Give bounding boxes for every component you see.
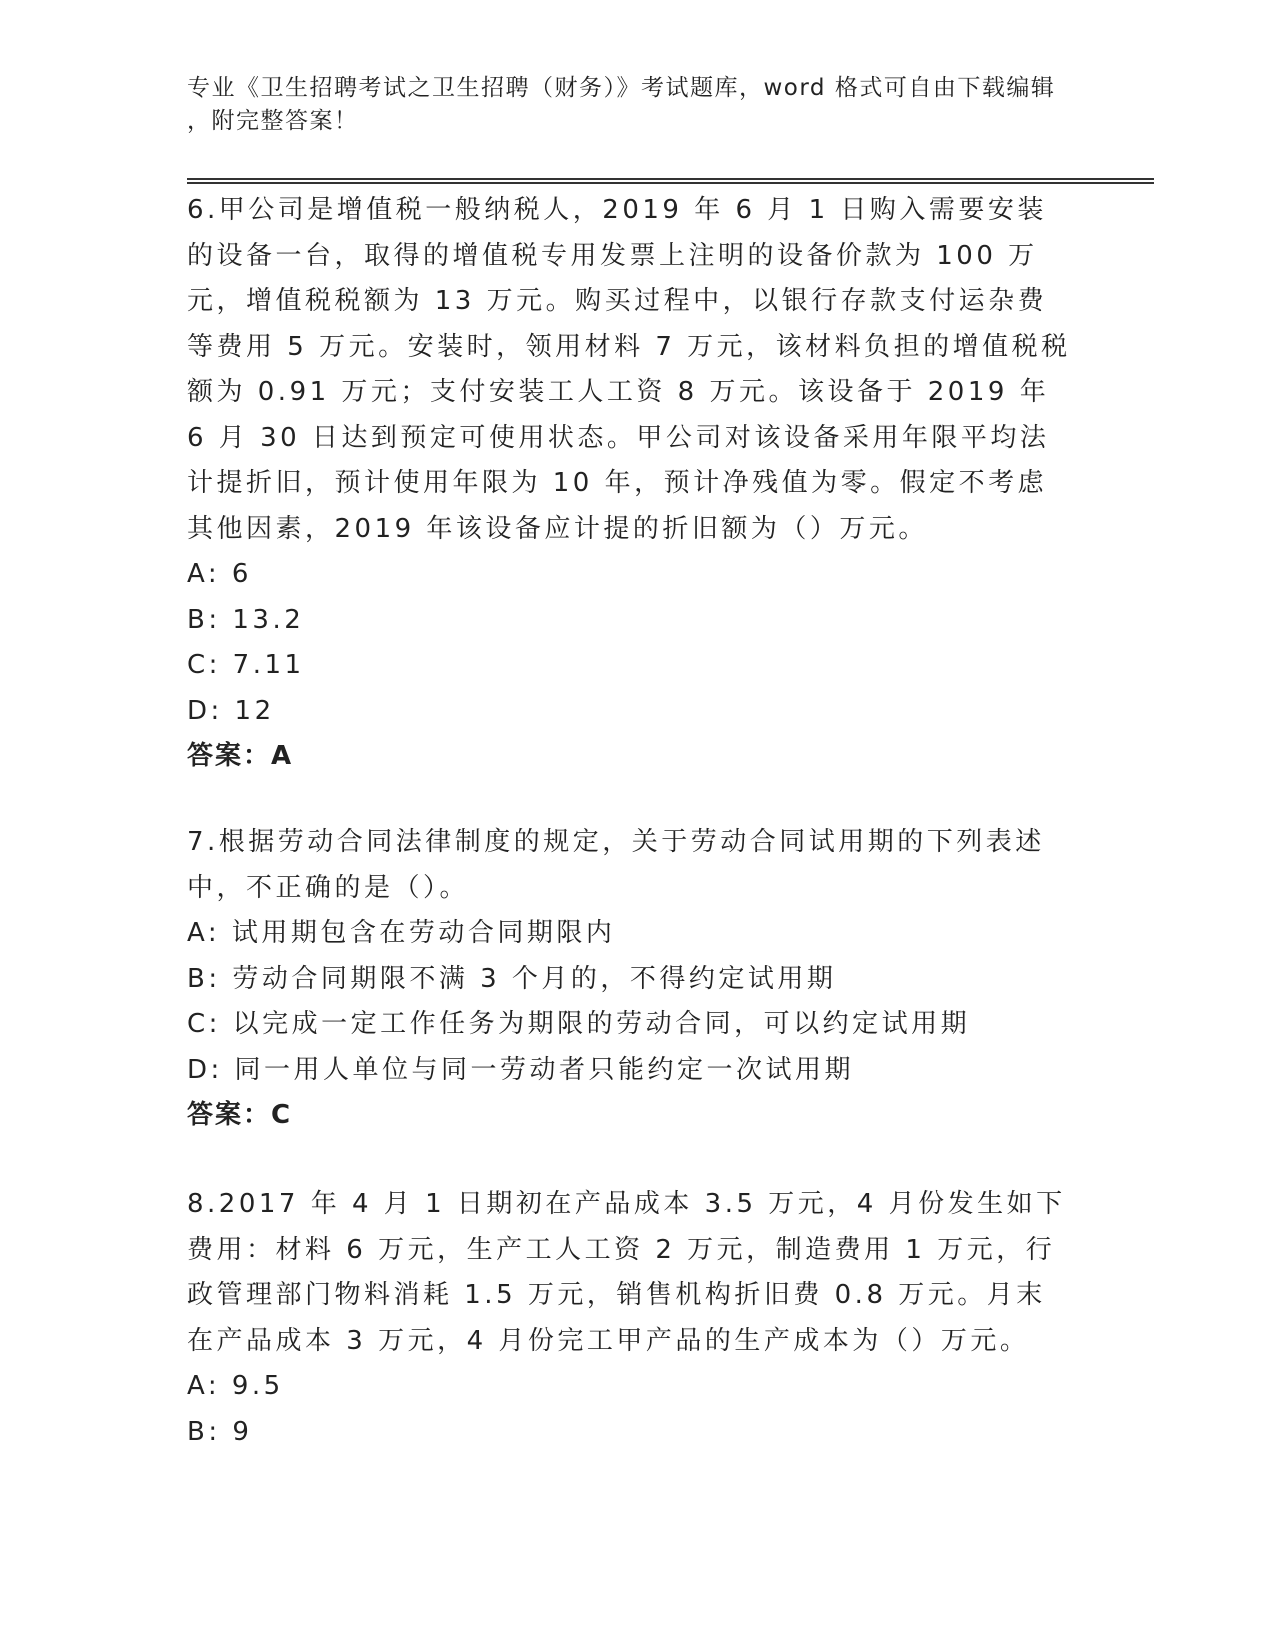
question-stem: 8.2017 年 4 月 1 日期初在产品成本 3.5 万元，4 月份发生如下费用：材料 6 万元，生产工人工资 2 万元，制造费用 1 万元，行政管理部门物料消耗 1.5 万元，销售机构折旧费 0.8 万元。月末在产品成本 3 万元，4 月份完工甲产品的生产成本为（）万元。 bbox=[187, 1189, 1066, 1356]
option-a: A: 9.5 bbox=[187, 1371, 284, 1401]
question-7 bbox=[187, 820, 1072, 1139]
option-d: D: 12 bbox=[187, 695, 275, 726]
option-c: C: 以完成一定工作任务为期限的劳动合同，可以约定试用期 bbox=[187, 1009, 971, 1039]
option-b: B: 13.2 bbox=[187, 604, 305, 635]
option-a: A: 6 bbox=[187, 559, 252, 589]
header-divider-bottom bbox=[187, 182, 1154, 184]
option-b: B: 劳动合同期限不满 3 个月的，不得约定试用期 bbox=[187, 963, 837, 994]
option-d: D: 同一用人单位与同一劳动者只能约定一次试用期 bbox=[187, 1054, 855, 1085]
header-line-2: ，附完整答案！ bbox=[187, 108, 359, 134]
option-b: B: 9 bbox=[187, 1416, 253, 1447]
question-8 bbox=[187, 1182, 1072, 1455]
answer: 答案：A bbox=[187, 741, 294, 771]
question-stem: 6.甲公司是增值税一般纳税人，2019 年 6 月 1 日购入需要安装的设备一台，取得的增值税专用发票上注明的设备价款为 100 万元，增值税税额为 13 万元。购买过程中，以银行存款支付运杂费等费用 5 万元。安装时，领用材料 7 万元，该材料负担的增值税税额为 0.91 万元；支付安装工人工资 8 万元。该设备于 2019 年 6 月 30 日达到预定可使用状态。甲公司对该设备采用年限平均法计提折旧，预计使用年限为 10 年，预计净残值为零。假定不考虑其他因素，2019 年该设备应计提的折旧额为（）万元。 bbox=[187, 195, 1071, 544]
question-6 bbox=[187, 188, 1072, 780]
option-c: C: 7.11 bbox=[187, 650, 305, 680]
answer: 答案：C bbox=[187, 1100, 293, 1130]
header-divider-top bbox=[187, 178, 1154, 180]
option-a: A: 试用期包含在劳动合同期限内 bbox=[187, 918, 616, 948]
question-stem: 7.根据劳动合同法律制度的规定，关于劳动合同试用期的下列表述中，不正确的是（）。 bbox=[187, 827, 1045, 903]
header-line-1: 专业《卫生招聘考试之卫生招聘（财务）》考试题库，word 格式可自由下载编辑 bbox=[187, 75, 1056, 101]
document-header bbox=[187, 72, 1067, 138]
